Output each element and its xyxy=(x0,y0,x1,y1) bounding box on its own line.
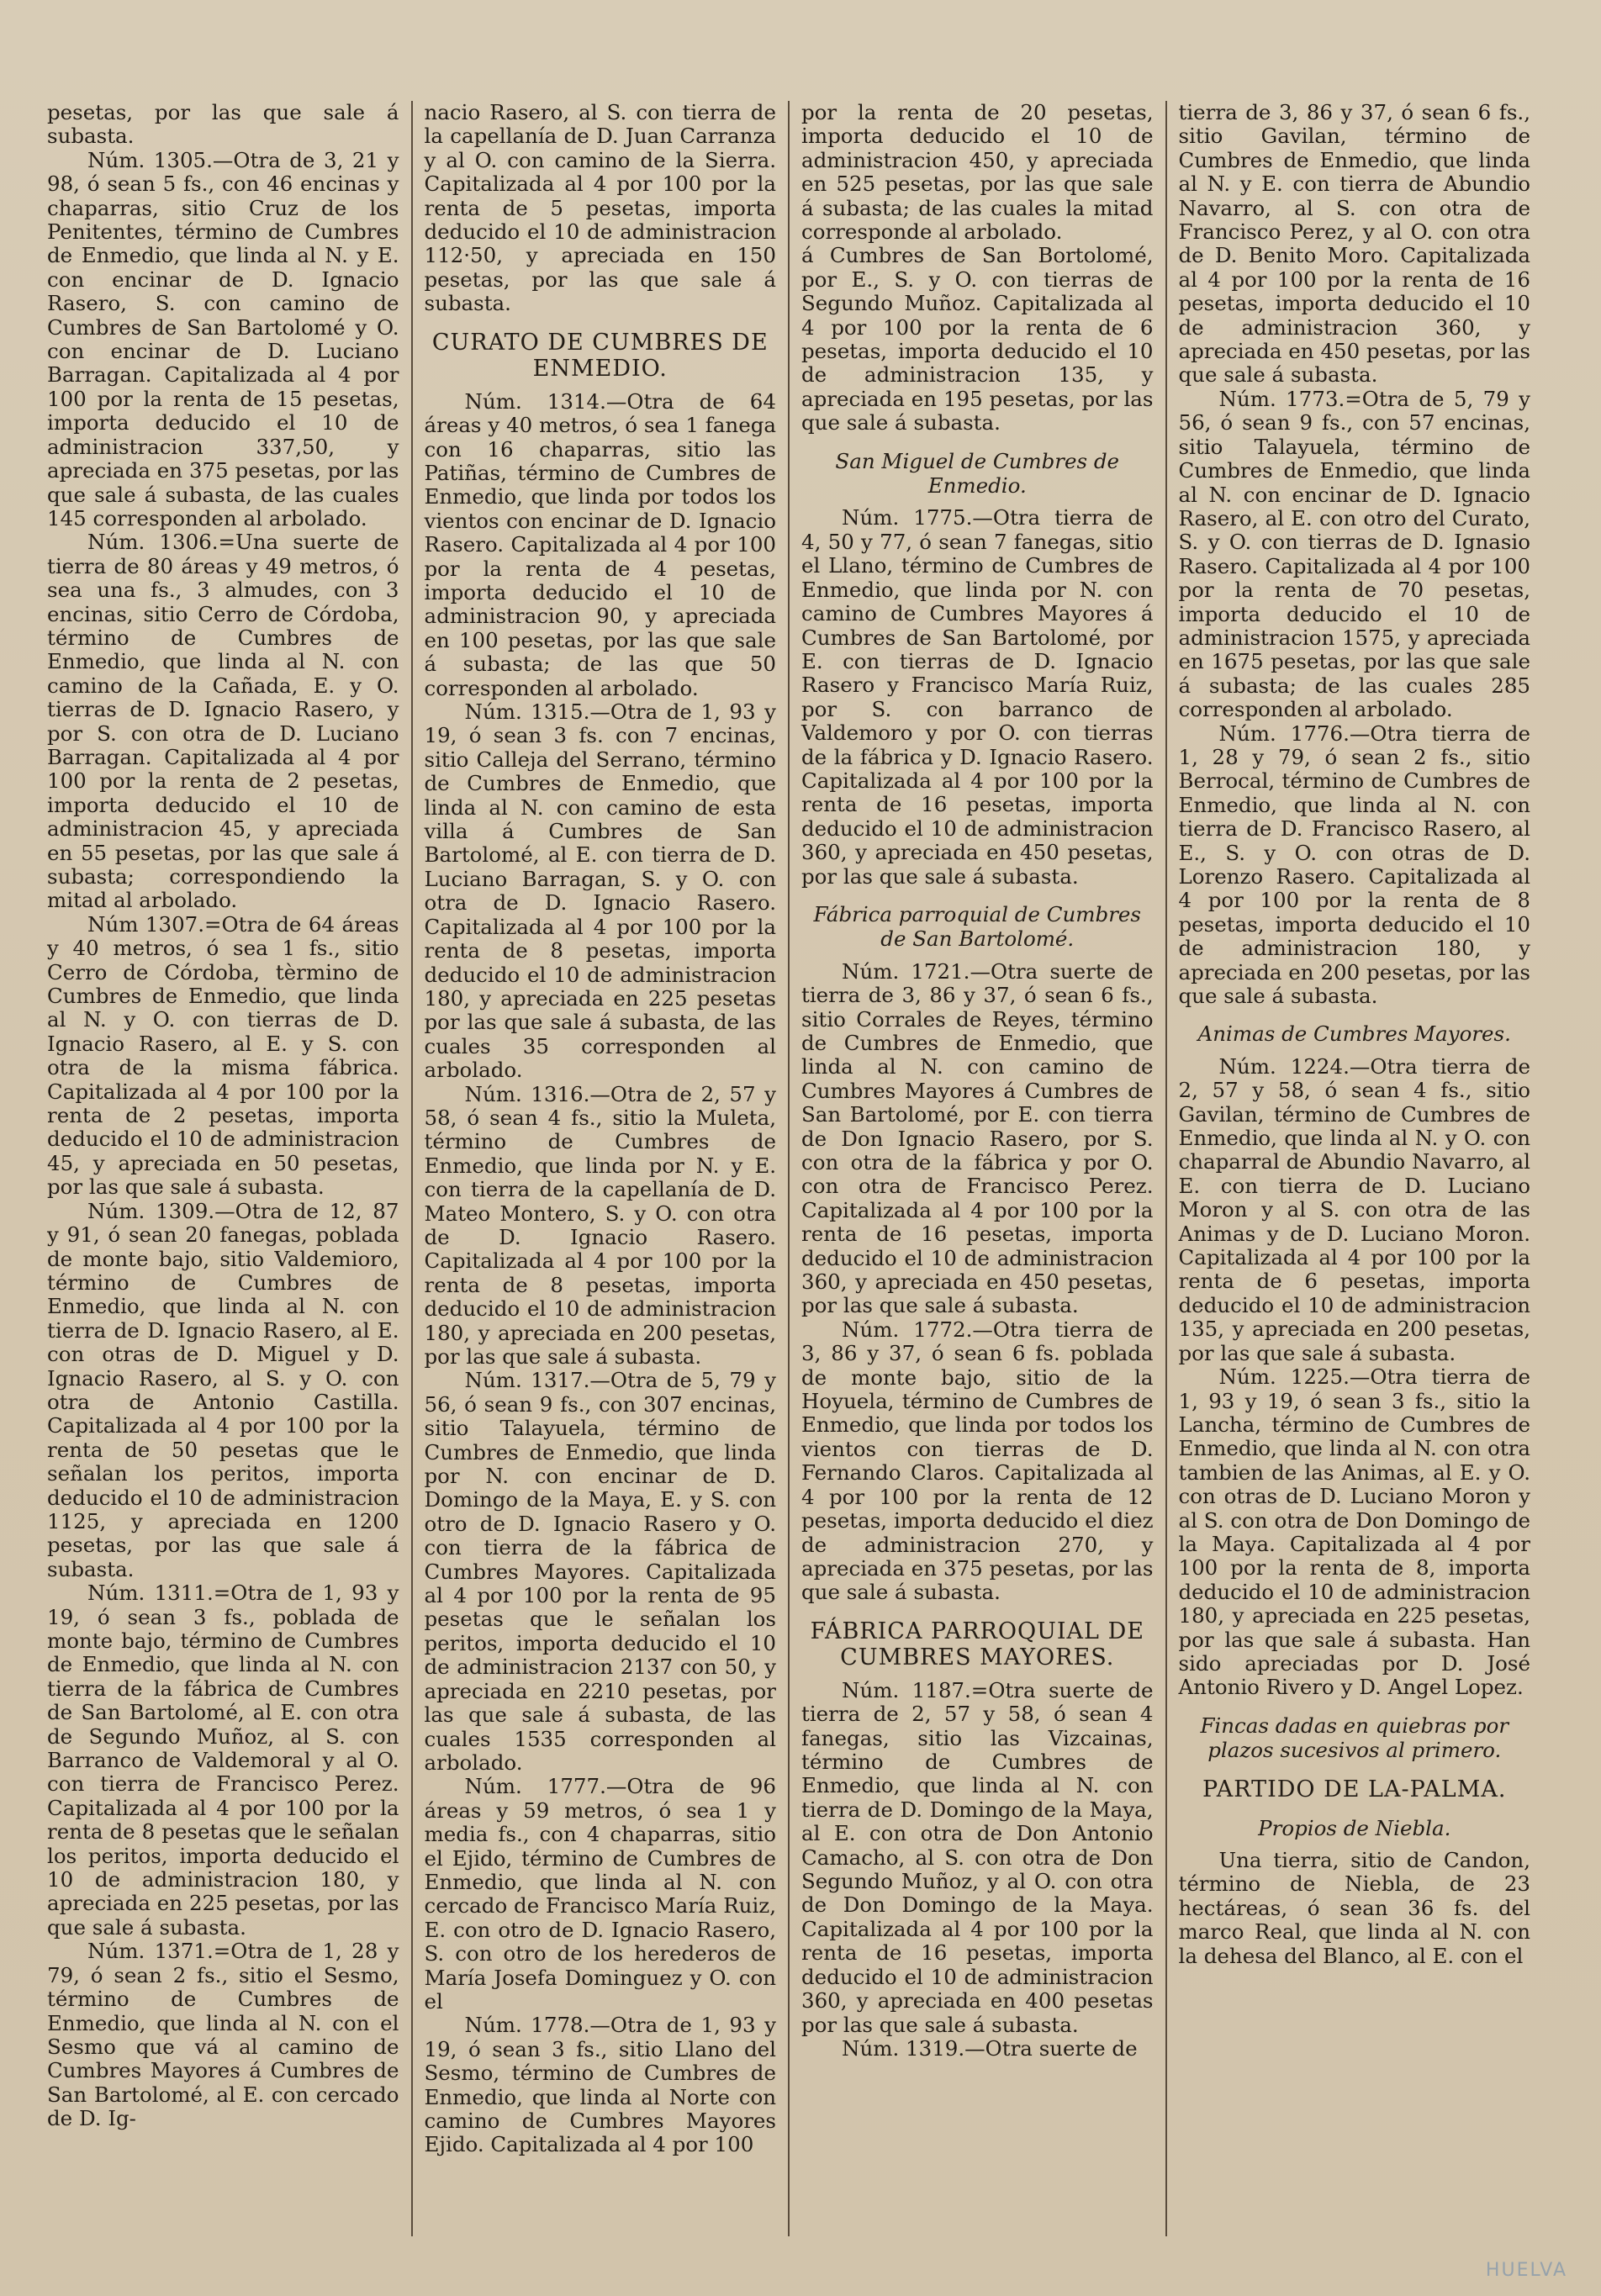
entry-paragraph: Núm. 1317.—Otra de 5, 79 y 56, ó sean 9 fs., con 307 encinas, sitio Talayuela, término de Cumbres de Enmedio, que linda por N. con encinar de D. Domingo de la Maya, E. y S. con otro de D. Ignacio Rasero y O. con tierra de la fábrica de Cumbres Mayores. Capitalizada al 4 por 100 por la renta de 95 pesetas que le señalan los peritos, importa deducido el 10 de administracion 2137 con 50, y apreciada en 2210 pesetas, por las que sale á subasta, de las cuales 1535 corresponden al arbolado. xyxy=(424,1368,776,1775)
column-1 xyxy=(35,101,411,2236)
entry-paragraph: Una tierra, sitio de Candon, término de Niebla, de 23 hectáreas, ó sean 36 fs. del marco Real, que linda al N. con la dehesa del Blanco, al E. con el xyxy=(1178,1848,1530,1968)
entry-paragraph: Núm. 1187.=Otra suerte de tierra de 2, 57 y 58, ó sean 4 fanegas, sitio las Vizcainas, término de Cumbres de Enmedio, que linda al N. con tierra de D. Domingo de la Maya, al E. con otra de Don Antonio Camacho, al S. con otra de Don Segundo Muñoz, y al O. con otra de Don Domingo de la Maya. Capitalizada al 4 por 100 por la renta de 16 pesetas, importa deducido el 10 de administracion 360, y apreciada en 400 pesetas por las que sale á subasta. xyxy=(801,1677,1154,2037)
entry-paragraph: tierra de 3, 86 y 37, ó sean 6 fs., sitio Gavilan, término de Cumbres de Enmedio, que linda al N. y E. con tierra de Abundio Navarro, al S. con otra de Francisco Perez, y al O. con otra de D. Benito Moro. Capitalizada al 4 por 100 por la renta de 16 pesetas, importa deducido el 10 de administracion 360, y apreciada en 450 pesetas, por las que sale á subasta. xyxy=(1178,101,1530,388)
entry-paragraph: Núm. 1314.—Otra de 64 áreas y 40 metros, ó sea 1 fanega con 16 chaparras, sitio las Patiñas, término de Cumbres de Enmedio, que linda por todos los vientos con encinar de D. Ignacio Rasero. Capitalizada al 4 por 100 por la renta de 4 pesetas, importa deducido el 10 de administracion 90, y apreciada en 100 pesetas, por las que sale á subasta; de las que 50 corresponden al arbolado. xyxy=(424,388,776,700)
entry-paragraph: por la renta de 20 pesetas, importa deducido el 10 de administracion 450, y apreciada en 525 pesetas, por las que sale á subasta; de las cuales la mitad corresponde al arbolado. xyxy=(801,101,1154,245)
entry-paragraph: á Cumbres de San Bortolomé, por E., S. y O. con tierras de Segundo Muñoz. Capitalizada al 4 por 100 por la renta de 6 pesetas, importa deducido el 10 de administracion 135, y apreciada en 195 pesetas, por las que sale á subasta. xyxy=(801,243,1154,435)
entry-paragraph: Núm. 1776.—Otra tierra de 1, 28 y 79, ó sean 2 fs., sitio Berrocal, término de Cumbres de Enmedio, que linda al N. con tierra de D. Francisco Rasero, al E., S. y O. con otras de D. Lorenzo Rasero. Capitalizada al 4 por 100 por la renta de 8 pesetas, importa deducido el 10 de administracion 180, y apreciada en 200 pesetas, por las que sale á subasta. xyxy=(1178,720,1530,1009)
column-3 xyxy=(788,101,1165,2236)
entry-paragraph: nacio Rasero, al S. con tierra de la capellanía de D. Juan Carranza y al O. con camino de la Sierra. Capitalizada al 4 por 100 por la renta de 5 pesetas, importa deducido el 10 de administracion 112·50, y apreciada en 150 pesetas, por las que sale á subasta. xyxy=(424,101,776,316)
archive-watermark: HUELVA xyxy=(1485,2260,1567,2281)
section-heading: FÁBRICA PARROQUIAL DE CUMBRES MAYORES. xyxy=(810,1618,1144,1671)
entry-paragraph: Núm. 1772.—Otra tierra de 3, 86 y 37, ó sean 6 fs. poblada de monte bajo, sitio de la Hoyuela, término de Cumbres de Enmedio, que linda por todos los vientos con tierras de D. Fernando Claros. Capitalizada al 4 por 100 por la renta de 12 pesetas, importa deducido el diez de administracion 270, y apreciada en 375 pesetas, por las que sale á subasta. xyxy=(801,1317,1154,1605)
column-2 xyxy=(411,101,789,2236)
entry-paragraph: Núm. 1777.—Otra de 96 áreas y 59 metros, ó sea 1 y media fs., con 4 chaparras, sitio el Ejido, término de Cumbres de Enmedio, que linda al N. con cercado de Francisco María Ruiz, E. con otro de D. Ignacio Rasero, S. con otro de los herederos de María Josefa Dominguez y O. con el xyxy=(424,1774,776,2014)
section-heading: Fábrica parroquial de Cumbres de San Bartolomé. xyxy=(813,901,1141,952)
entry-paragraph: Núm. 1315.—Otra de 1, 93 y 19, ó sean 3 fs. con 7 encinas, sitio Calleja del Serrano, término de Cumbres de Enmedio, que linda al N. con camino de esta villa á Cumbres de San Bartolomé, al E. con tierra de D. Luciano Barragan, S. y O. con otra de D. Ignacio Rasero. Capitalizada al 4 por 100 por la renta de 8 pesetas, importa deducido el 10 de administracion 180, y apreciada en 225 pesetas por las que sale á subasta, de las cuales 35 corresponden al arbolado. xyxy=(424,699,776,1083)
text-columns xyxy=(35,101,1542,2246)
entry-paragraph: pesetas, por las que sale á subasta. xyxy=(47,101,399,149)
section-heading: Animas de Cumbres Mayores. xyxy=(1197,1021,1511,1047)
section-heading: Propios de Niebla. xyxy=(1258,1815,1451,1840)
section-heading: Fincas dadas en quiebras por plazos sucesivos al primero. xyxy=(1200,1713,1509,1763)
entry-paragraph: Núm. 1309.—Otra de 12, 87 y 91, ó sean 20 fanegas, poblada de monte bajo, sitio Valdemioro, término de Cumbres de Enmedio, que linda al N. con tierra de D. Ignacio Rasero, al E. con otras de D. Miguel y D. Ignacio Rasero, al S. y O. con otra de Antonio Castilla. Capitalizada al 4 por 100 por la renta de 50 pesetas que le señalan los peritos, importa deducido el 10 de administracion 1125, y apreciada en 1200 pesetas, por las que sale á subasta. xyxy=(47,1198,399,1581)
section-heading: PARTIDO DE LA-PALMA. xyxy=(1202,1776,1507,1802)
entry-paragraph: Núm. 1224.—Otra tierra de 2, 57 y 58, ó sean 4 fs., sitio Gavilan, término de Cumbres de Enmedio, que linda al N. y O. con chaparral de Abundio Navarro, al E. con tierra de D. Luciano Moron y al S. con otra de las Animas y de D. Luciano Moron. Capitalizada al 4 por 100 por la renta de 6 pesetas, importa deducido el 10 de administracion 135, y apreciada en 200 pesetas, por las que sale á subasta. xyxy=(1178,1053,1530,1365)
entry-paragraph: Núm. 1775.—Otra tierra de 4, 50 y 77, ó sean 7 fanegas, sitio el Llano, término de Cumbres de Enmedio, que linda por N. con camino de Cumbres Mayores á Cumbres de San Bartolomé, por E. con tierras de D. Ignacio Rasero y Francisco María Ruiz, por S. con barranco de Valdemoro y por O. con tierras de la fábrica y D. Ignacio Rasero. Capitalizada al 4 por 100 por la renta de 16 pesetas, importa deducido el 10 de administracion 360, y apreciada en 450 pesetas, por las que sale á subasta. xyxy=(801,505,1154,889)
column-4 xyxy=(1165,101,1543,2236)
entry-paragraph: Núm. 1721.—Otra suerte de tierra de 3, 86 y 37, ó sean 6 fs., sitio Corrales de Reyes, término de Cumbres de Enmedio, que linda al N. con camino de Cumbres Mayores á Cumbres de San Bartolomé, por E. con tierra de Don Ignacio Rasero, por S. con otra de la fábrica y por O. con otra de Francisco Perez. Capitalizada al 4 por 100 por la renta de 16 pesetas, importa deducido el 10 de administracion 360, y apreciada en 450 pesetas, por las que sale á subasta. xyxy=(801,958,1154,1318)
entry-paragraph: Núm. 1305.—Otra de 3, 21 y 98, ó sean 5 fs., con 46 encinas y chaparras, sitio Cruz de los Penitentes, término de Cumbres de Enmedio, que linda al N. y E. con encinar de D. Ignacio Rasero, S. con camino de Cumbres de San Bartolomé y O. con encinar de D. Luciano Barragan. Capitalizada al 4 por 100 por la renta de 15 pesetas, importa deducido el 10 de administracion 337,50, y apreciada en 375 pesetas, por las que sale á subasta, de las cuales 145 corresponden al arbolado. xyxy=(47,147,399,530)
entry-paragraph: Núm. 1319.—Otra suerte de xyxy=(842,2035,1138,2061)
entry-paragraph: Núm. 1773.=Otra de 5, 79 y 56, ó sean 9 fs., con 57 encinas, sitio Talayuela, término de Cumbres de Enmedio, que linda al N. con encinar de D. Ignacio Rasero, al E. con otro del Curato, S. y O. con tierras de D. Ignasio Rasero. Capitalizada al 4 por 100 por la renta de 70 pesetas, importa deducido el 10 de administracion 1575, y apreciada en 1675 pesetas, por las que sale á subasta; de las cuales 285 corresponden al arbolado. xyxy=(1178,386,1530,722)
section-heading: San Miguel de Cumbres de Enmedio. xyxy=(835,448,1120,499)
entry-paragraph: Núm 1307.=Otra de 64 áreas y 40 metros, ó sea 1 fs., sitio Cerro de Córdoba, tèrmino de Cumbres de Enmedio, que linda al N. y O. con tierras de D. Ignacio Rasero, al E. y S. con otra de la misma fábrica. Capitalizada al 4 por 100 por la renta de 2 pesetas, importa deducido el 10 de administracion 45, y apreciada en 50 pesetas, por las que sale á subasta. xyxy=(47,911,399,1200)
entry-paragraph: Núm. 1316.—Otra de 2, 57 y 58, ó sean 4 fs., sitio la Muleta, término de Cumbres de Enmedio, que linda por N. y E. con tierra de la capellanía de D. Mateo Montero, S. y O. con otra de D. Ignacio Rasero. Capitalizada al 4 por 100 por la renta de 8 pesetas, importa deducido el 10 de administracion 180, y apreciada en 200 pesetas, por las que sale á subasta. xyxy=(424,1081,776,1369)
entry-paragraph: Núm. 1311.=Otra de 1, 93 y 19, ó sean 3 fs., poblada de monte bajo, término de Cumbres de Enmedio, que linda al N. con tierra de la fábrica de Cumbres de San Bartolomé, al E. con otra de Segundo Muñoz, al S. con Barranco de Valdemoral y al O. con tierra de Francisco Perez. Capitalizada al 4 por 100 por la renta de 8 pesetas que le señalan los peritos, importa deducido el 10 de administracion 180, y apreciada en 225 pesetas, por las que sale á subasta. xyxy=(47,1581,399,1940)
entry-paragraph: Núm. 1225.—Otra tierra de 1, 93 y 19, ó sean 3 fs., sitio la Lancha, término de Cumbres de Enmedio, que linda al N. con otra tambien de las Animas, al E. y O. con otras de D. Luciano Moron y al S. con otra de Don Domingo de la Maya. Capitalizada al 4 por 100 por la renta de 8, importa deducido el 10 de administracion 180, y apreciada en 225 pesetas, por las que sale á subasta. Han sido apreciadas por D. José Antonio Rivero y D. Angel Lopez. xyxy=(1178,1364,1530,1700)
section-heading: CURATO DE CUMBRES DE ENMEDIO. xyxy=(431,329,769,382)
entry-paragraph: Núm. 1306.=Una suerte de tierra de 80 áreas y 49 metros, ó sea una fs., 3 almudes, con 3 encinas, sitio Cerro de Córdoba, término de Cumbres de Enmedio, que linda al N. con camino de la Cañada, E. y O. tierras de D. Ignacio Rasero, y por S. con otra de D. Luciano Barragan. Capitalizada al 4 por 100 por la renta de 2 pesetas, importa deducido el 10 de administracion 45, y apreciada en 55 pesetas, por las que sale á subasta; correspondiendo la mitad al arbolado. xyxy=(47,530,399,913)
entry-paragraph: Núm. 1371.=Otra de 1, 28 y 79, ó sean 2 fs., sitio el Sesmo, término de Cumbres de Enmedio, que linda al N. con el Sesmo que vá al camino de Cumbres Mayores á Cumbres de San Bartolomé, al E. con cercado de D. Ig- xyxy=(47,1939,399,2131)
entry-paragraph: Núm. 1778.—Otra de 1, 93 y 19, ó sean 3 fs., sitio Llano del Sesmo, término de Cumbres de Enmedio, que linda al Norte con camino de Cumbres Mayores Ejido. Capitalizada al 4 por 100 xyxy=(424,2013,776,2157)
